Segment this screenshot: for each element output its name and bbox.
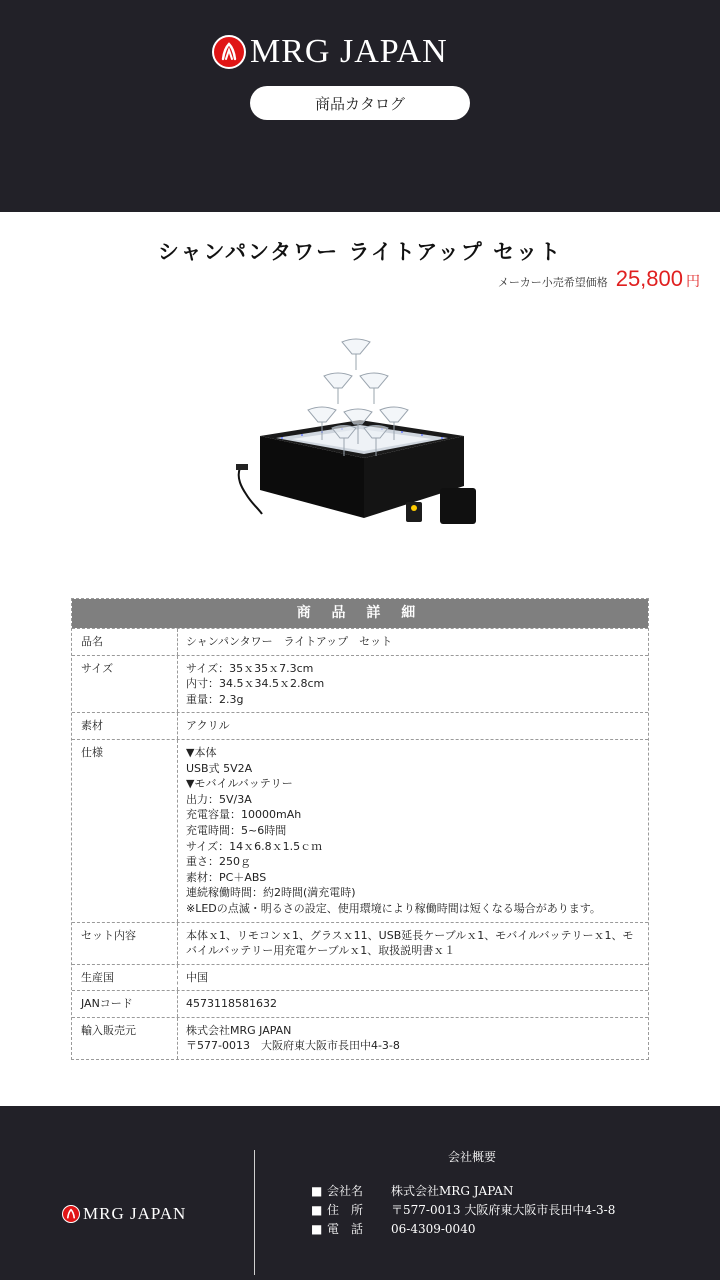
square-bullet-icon: ■	[311, 1203, 323, 1217]
champagne-tower-illustration	[232, 328, 488, 528]
product-image	[232, 328, 488, 528]
row-label: 輸入販売元	[72, 1018, 178, 1059]
value-line: 出力：5V/3A	[186, 792, 252, 806]
row-label: サイズ	[72, 656, 178, 713]
value-line: 4573118581632	[186, 997, 277, 1011]
brand-name: MRG JAPAN	[250, 33, 448, 70]
company-key: 会社名	[327, 1184, 364, 1198]
row-label: 仕様	[72, 740, 178, 922]
value-line: 連続稼働時間：約2時間(満充電時)	[186, 886, 356, 900]
value-line: サイズ：14ｘ6.8ｘ1.5ｃｍ	[186, 839, 323, 853]
table-row	[72, 990, 648, 1017]
value-line: 充電時間：5~6時間	[186, 823, 287, 837]
value-line: 本体ｘ1、リモコンｘ1、グラスｘ11、USB延長ケーブルｘ1、モバイルバッテリーｘ1、モバイルバッテリー用充電ケーブルｘ1、取扱説明書ｘ１	[186, 928, 634, 958]
brand-logo[interactable]	[212, 32, 448, 72]
row-label: セット内容	[72, 923, 178, 964]
row-label: 品名	[72, 629, 178, 655]
company-key: 住 所	[327, 1203, 364, 1217]
value-line: 中国	[186, 970, 208, 984]
company-info-list	[311, 1182, 615, 1239]
row-value	[178, 991, 648, 1017]
price-value: 25,800	[615, 266, 683, 291]
value-line: ※LEDの点滅・明るさの設定、使用環境により稼働時間は短くなる場合があります。	[186, 901, 601, 915]
table-row	[72, 739, 648, 922]
value-line: アクリル	[186, 719, 230, 733]
company-row	[311, 1220, 615, 1239]
row-label: 素材	[72, 713, 178, 739]
page-footer	[0, 1106, 720, 1280]
footer-brand-logo[interactable]	[62, 1199, 186, 1229]
product-details-table	[71, 598, 649, 1060]
table-row	[72, 964, 648, 991]
value-line: ▼本体	[186, 745, 217, 759]
price-unit: 円	[686, 274, 700, 290]
price-row	[498, 266, 700, 292]
company-value: 株式会社MRG JAPAN	[391, 1184, 514, 1198]
table-row	[72, 655, 648, 713]
value-line: シャンパンタワー ライトアップ セット	[186, 635, 393, 648]
catalog-badge[interactable]: 商品カタログ	[250, 86, 470, 120]
row-value	[178, 923, 648, 964]
square-bullet-icon: ■	[311, 1184, 323, 1198]
value-line: サイズ：35ｘ35ｘ7.3cm	[186, 661, 314, 675]
table-row	[72, 922, 648, 964]
brand-mark-icon	[212, 35, 246, 69]
price-label: メーカー小売希望価格	[497, 276, 608, 289]
row-value	[178, 1018, 648, 1059]
company-key: 電 話	[327, 1222, 364, 1236]
row-label: 生産国	[72, 965, 178, 991]
value-line: 〒577-0013 大阪府東大阪市長田中4-3-8	[186, 1039, 400, 1053]
details-heading: 商 品 詳 細	[72, 599, 648, 628]
footer-brand-name: MRG JAPAN	[83, 1204, 187, 1223]
company-value: 〒577-0013 大阪府東大阪市長田中4-3-8	[391, 1203, 616, 1217]
company-row	[311, 1201, 615, 1220]
value-line: 重量：2.3g	[186, 692, 244, 706]
value-line: 内寸：34.5ｘ34.5ｘ2.8cm	[186, 677, 325, 691]
table-row	[72, 628, 648, 655]
row-value	[178, 740, 648, 922]
row-value	[178, 713, 648, 739]
row-label: JANコード	[72, 991, 178, 1017]
value-line: 株式会社MRG JAPAN	[186, 1023, 292, 1037]
brand-mark-icon	[62, 1205, 80, 1223]
table-row	[72, 712, 648, 739]
value-line: ▼モバイルバッテリー	[186, 777, 293, 791]
value-line: 充電容量：10000mAh	[186, 808, 302, 822]
row-value	[178, 629, 648, 655]
product-title: シャンパンタワー ライトアップ セット	[157, 240, 563, 264]
company-value[interactable]: 06-4309-0040	[391, 1222, 476, 1236]
page-header	[0, 0, 720, 212]
company-info-title: 会社概要	[448, 1150, 497, 1164]
footer-divider	[254, 1150, 255, 1275]
company-row	[311, 1182, 615, 1201]
table-row	[72, 1017, 648, 1059]
row-value	[178, 965, 648, 991]
value-line: USB式 5V2A	[186, 761, 253, 775]
row-value	[178, 656, 648, 713]
value-line: 素材：PC＋ABS	[186, 870, 267, 884]
square-bullet-icon: ■	[311, 1222, 323, 1236]
value-line: 重さ：250ｇ	[186, 855, 251, 869]
